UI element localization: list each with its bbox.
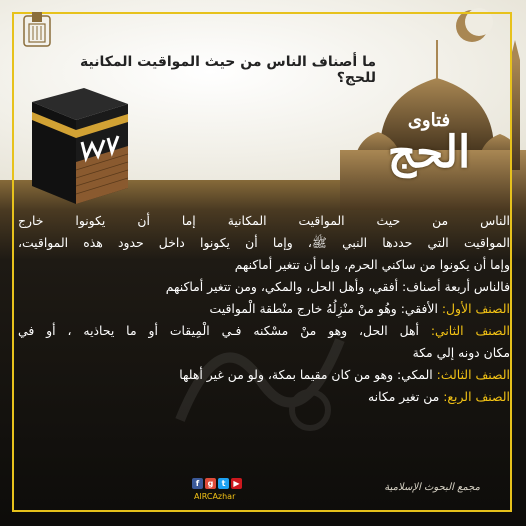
category-2-label: الصنف الثاني: [430,323,510,338]
category-1 [18,298,510,320]
intro-line-1: الناس من حيث المواقيت المكانية إما أن يكونوا خارج [18,213,510,228]
category-3 [18,364,510,386]
category-2-continued [18,342,510,364]
category-4 [18,386,510,408]
intro-line-2: المواقيت التي حددها النبي ﷺ، وإما أن يكونوا داخل حدود هذه المواقيت، [18,235,510,250]
brand-hajj: الحج [387,127,471,178]
azhar-logo-icon [20,10,54,50]
category-3-text: المكي: وهو من كان مقيما بمكة، ولو من غير أهلها [179,367,437,382]
brand-title [384,110,474,178]
academy-name: مجمع البحوث الإسلامية [384,482,480,493]
category-4-label: الصنف الربع: [443,389,510,404]
kaaba-icon [24,82,130,206]
brand-fatawa: فتاوى [407,110,451,131]
social-icons [192,478,242,489]
category-2 [18,320,510,342]
category-2-continued-text: مكان دونه إلي مكة [412,345,510,360]
social-handle: AlRCAzhar [194,492,236,501]
facebook-icon[interactable]: f [192,478,203,489]
category-2-text: أهل الحل، وهو منْ مسْكنه فـي الْمِيقات أو ما يحاذيه ، أو في [18,323,431,338]
intro-line-3: وإما أن يكونوا من ساكني الحرم، وإما أن تتغير أماكنهم [234,257,510,272]
category-1-text: الأفقي: وهُو منْ منْزِلُهُ خارج منْطقة الْمواقيت [209,301,442,316]
page-title: ما أصناف الناس من حيث المواقيت المكانية للحج؟ [80,54,376,86]
fatwa-body [18,210,510,408]
category-1-label: الصنف الأول: [441,301,510,316]
category-4-text: من تغير مكانه [368,389,444,404]
category-3-label: الصنف الثالث: [436,367,510,382]
intro-line-4: فالناس أربعة أصناف: أفقي، وأهل الحل، والمكي، ومن تتغير أماكنهم [165,279,510,294]
youtube-icon[interactable]: ▶ [231,478,242,489]
footer [180,478,510,508]
googleplus-icon[interactable]: g [205,478,216,489]
twitter-icon[interactable]: t [218,478,229,489]
